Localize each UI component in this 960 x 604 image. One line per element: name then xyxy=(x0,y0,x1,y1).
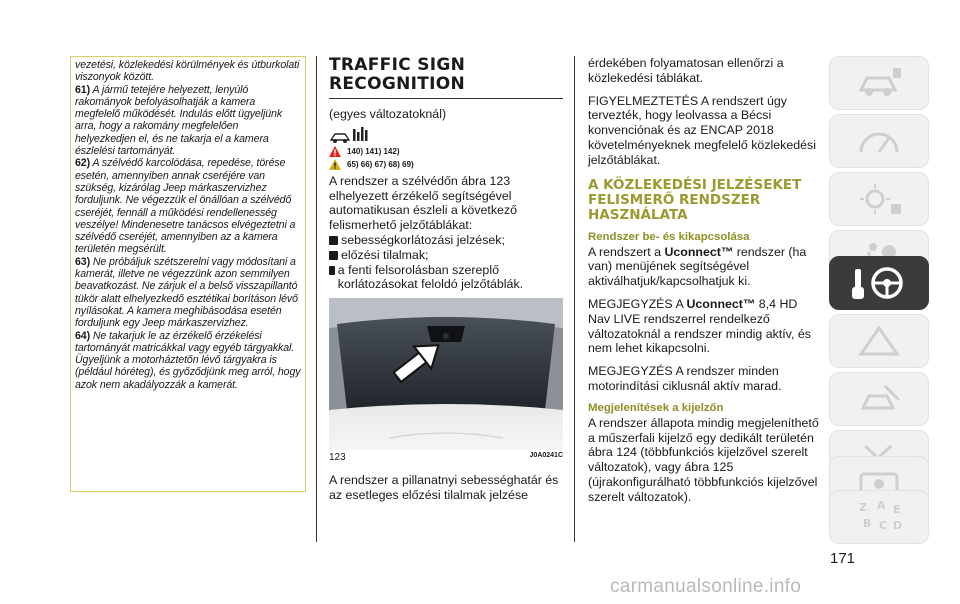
column-divider-left xyxy=(316,56,317,542)
bullet-icon xyxy=(329,236,338,245)
figure-caption xyxy=(329,452,563,463)
list-item: sebességkorlátozási jelzések; xyxy=(329,233,563,248)
continuation-paragraph: A rendszer a pillanatnyi sebességhatár és az esetleges előzési tilalmak jelzése xyxy=(329,473,559,502)
svg-text:D: D xyxy=(893,519,903,532)
index-letters-icon xyxy=(849,497,909,537)
display-paragraph: A rendszer állapota mindig megjeleníthető a műszerfali kijelző egy dedikált területén ábra 124 (többfunkciós kijelzővel szerelt változatok), vagy ábra 125 (újrakonfigurálható többfunkciós kijelzővel szerelt változatok). xyxy=(588,415,819,504)
caution-refs: 65) 66) 67) 68) 69) xyxy=(347,159,414,169)
bullet-icon xyxy=(329,251,338,260)
warning-box xyxy=(70,56,306,492)
warning-note: FIGYELMEZTETÉS A rendszert úgy tervezték, hogy leolvassa a Bécsi konvenciónak és az ENCAP 2018 követelményeknek megfelelő közlekedési jelzőtáblákat. xyxy=(588,93,816,167)
sun-light-icon xyxy=(855,182,903,216)
bullet-icon xyxy=(329,266,335,275)
tab-dashboard[interactable] xyxy=(829,114,929,168)
tab-lights[interactable] xyxy=(829,172,929,226)
right-column xyxy=(588,56,820,505)
page-number: 171 xyxy=(830,550,856,567)
tab-starting-driving[interactable] xyxy=(829,256,929,310)
tab-car-info[interactable] xyxy=(829,56,929,110)
intro-paragraph: A rendszer a szélvédőn ábra 123 elhelyezett érzékelő segítségével automatikusan észleli a következő felismerhető jelzőtáblákat: xyxy=(329,173,518,233)
caution-triangle-icon xyxy=(329,159,341,170)
list-item: a fenti felsorolásban szereplő korlátozásokat feloldó jelzőtáblák. xyxy=(329,263,563,293)
car-wifi-icon xyxy=(329,126,369,144)
warning-triangle-icon xyxy=(855,324,903,358)
caution-refs-row xyxy=(329,159,563,170)
svg-text:B: B xyxy=(863,517,872,530)
windshield-illustration xyxy=(329,298,563,450)
wrench-car-icon xyxy=(855,382,903,416)
svg-text:Z: Z xyxy=(859,501,867,514)
tab-maintenance[interactable] xyxy=(829,372,929,426)
figure-number: 123 xyxy=(329,452,346,464)
key-wheel-icon xyxy=(849,263,909,303)
dashboard-icon xyxy=(855,124,903,158)
warning-item-64: 64) Ne takarjuk le az érzékelő érzékelési tartományát matricákkal vagy egyéb tárgyakkal. Ügyeljünk a motorháztetőn lévő tárgyakra is (például hóréteg), és győződjünk meg arról, hogy azok nem akadályozzák a kamerát. xyxy=(75,329,301,391)
availability-note: (egyes változatoknál) xyxy=(329,107,447,121)
warning-triangle-icon xyxy=(329,146,341,157)
svg-text:C: C xyxy=(879,519,888,532)
figure-code: J0A0241C xyxy=(529,452,563,460)
warning-refs: 140) 141) 142) xyxy=(347,146,400,156)
car-info-icon xyxy=(855,66,903,100)
warning-item-62: 62) A szélvédő karcolódása, repedése, törése esetén, amennyiben annak cseréjére van szükség, kizárólag Jeep márkaszervizhez forduljunk. Ne végezzük el önállóan a szélvédő cseréjét, fennáll a működési rendellenesség veszélye! Mindenesetre tanácsos elvégeztetni a szélvédő cseréjét, amennyiben az a kamera területén megsérült. xyxy=(75,157,296,256)
svg-text:E: E xyxy=(893,503,901,516)
subheading-display: Megjelenítések a kijelzőn xyxy=(588,401,724,414)
column-divider-right xyxy=(574,56,575,542)
warning-item-63: 63) Ne próbáljuk szétszerelni vagy módosítani a kamerát, illetve ne végezzünk azon semmilyen beavatkozást. Ne zárjuk el a belső visszapillantó tükör alatt elhelyezkedő esztétikai borításon lévő nyílásokat. A kamera meghibásodása esetén forduljunk egy Jeep márkaszervizhez. xyxy=(75,255,298,330)
continued-text: érdekében folyamatosan ellenőrzi a közlekedési táblákat. xyxy=(588,56,784,85)
activation-paragraph: A rendszert a Uconnect™ rendszer (ha van) menüjének segítségével aktiválhatjuk/kapcsolhatjuk ki. xyxy=(588,244,807,289)
tab-index[interactable] xyxy=(829,490,929,544)
feature-icons xyxy=(329,126,563,144)
note-nav-live: MEGJEGYZÉS A Uconnect™ 8,4 HD Nav LIVE rendszerrel rendelkező változatoknál a rendszer mindig aktív, és nem lehet kikapcsolni. xyxy=(588,296,811,356)
tab-emergency[interactable] xyxy=(829,314,929,368)
title-rule xyxy=(329,98,563,99)
subheading-on-off: Rendszer be- és kikapcsolása xyxy=(588,230,750,243)
usage-heading: A KÖZLEKEDÉSI JELZÉSEKET FELISMERŐ RENDSZER HASZNÁLATA xyxy=(588,176,802,223)
windshield-camera-photo xyxy=(329,298,563,450)
svg-text:A: A xyxy=(877,499,886,512)
warning-intro: vezetési, közlekedési körülmények és útburkolati viszonyok között. xyxy=(75,59,300,84)
list-item: előzési tilalmak; xyxy=(329,248,563,263)
warning-item-61: 61) A jármű tetejére helyezett, lenyúló rakományok befolyásolhatják a kamera megfelelő működését. Indulás előtt ügyeljünk arra, hogy a rakomány megfelelően helyezkedjen el, és ne takarja el a kamera észlelési tartományát. xyxy=(75,83,283,158)
section-title: TRAFFIC SIGN RECOGNITION xyxy=(329,55,466,94)
middle-column xyxy=(329,56,563,503)
warning-refs-row xyxy=(329,146,563,157)
watermark: carmanualsonline.info xyxy=(610,576,802,597)
note-engine-cycle: MEGJEGYZÉS A rendszer minden motorindítási ciklusnál aktív marad. xyxy=(588,364,782,393)
